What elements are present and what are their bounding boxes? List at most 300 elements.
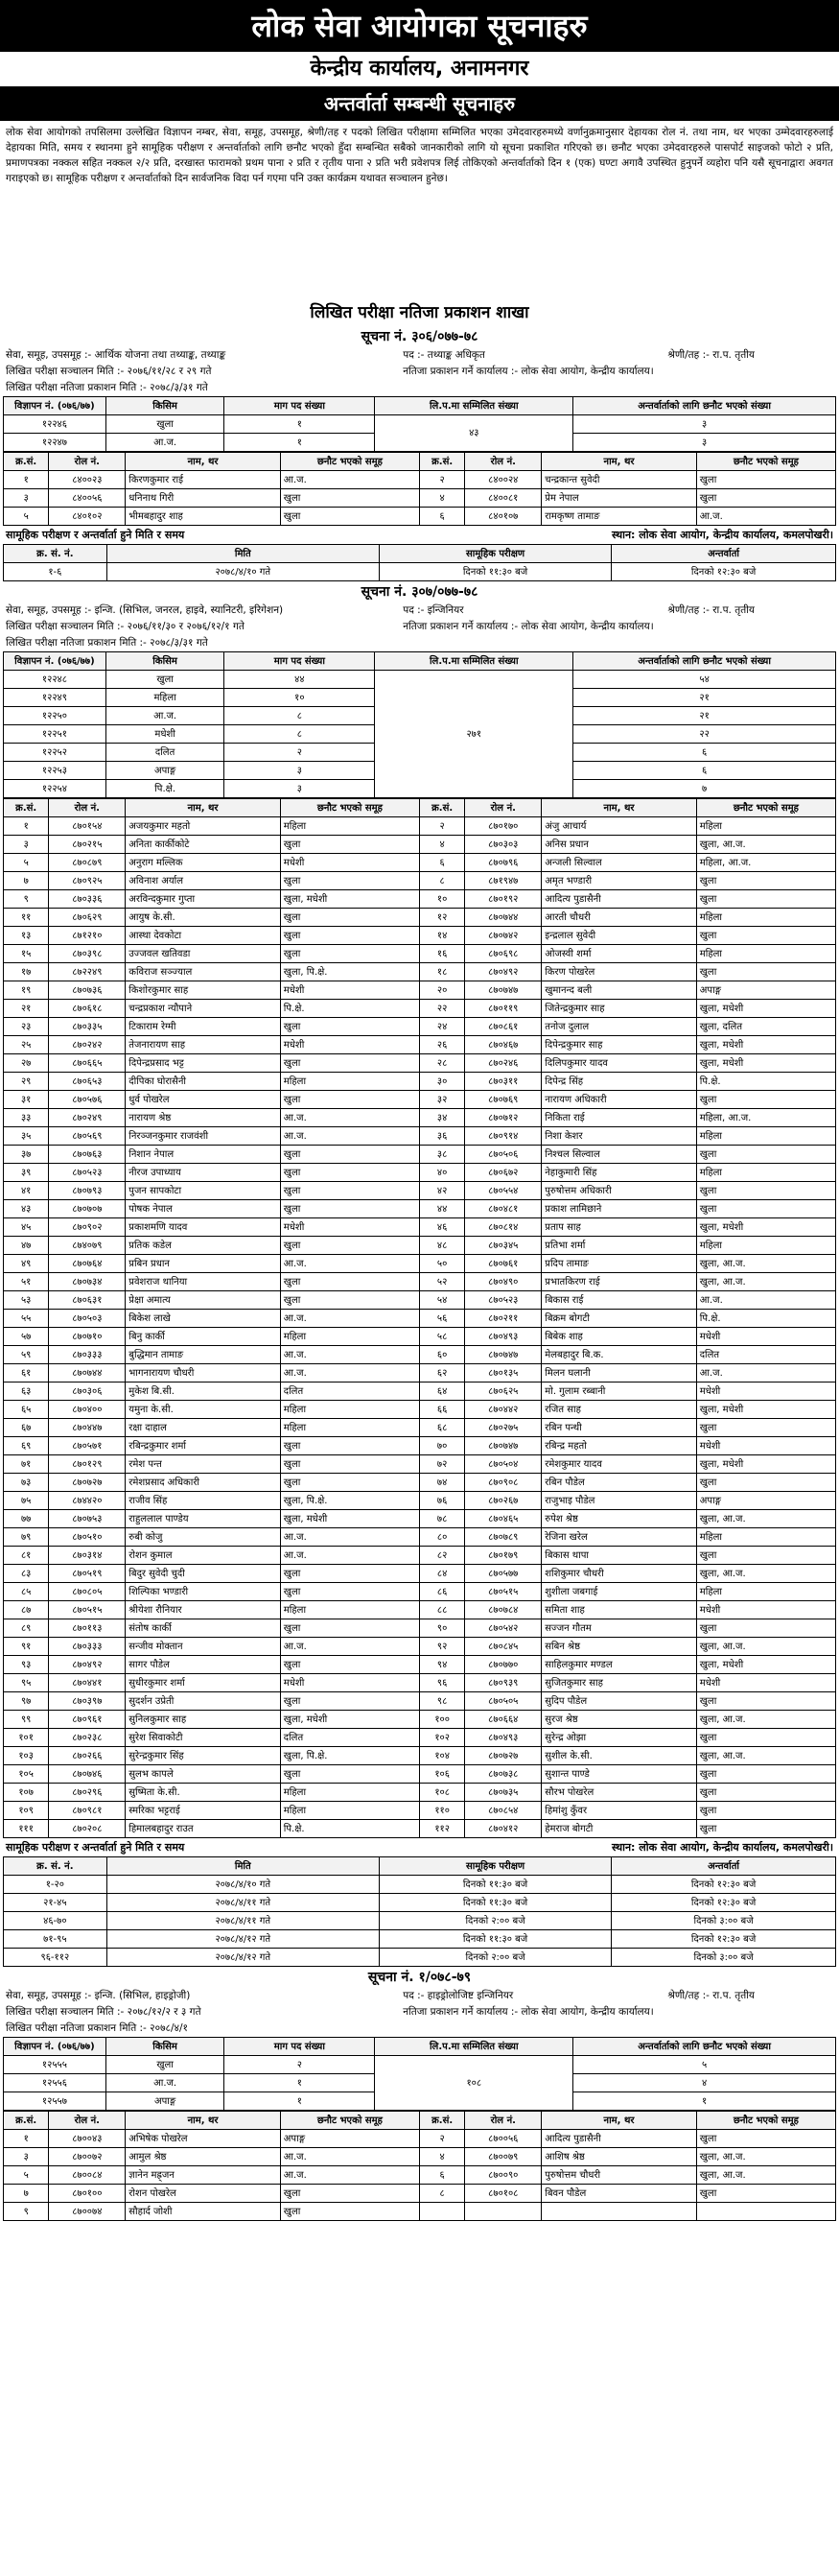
advertisement-table — [3, 651, 836, 798]
roll-number: ८७०११९ — [465, 1000, 542, 1018]
attended-count: ४३ — [375, 415, 573, 452]
table-row — [4, 1200, 836, 1218]
selected-group: खुला, आ.ज. — [696, 1565, 835, 1583]
roll-number: ८७०७९३ — [49, 1182, 126, 1200]
roll-number: ८७०१७० — [465, 817, 542, 836]
table-row — [4, 872, 836, 890]
selected-group: खुला — [280, 1237, 419, 1255]
serial-number: १९ — [4, 981, 49, 1000]
serial-number: ६५ — [4, 1401, 49, 1419]
column-header: क्र. सं. नं. — [4, 1857, 107, 1876]
table-row — [4, 1474, 836, 1492]
serial-number: ७४ — [419, 1474, 464, 1492]
selected-group: महिला, आ.ज. — [696, 854, 835, 872]
selected-group: खुला, मधेशी — [280, 1711, 419, 1729]
table-row — [4, 1146, 836, 1164]
serial-range: १-६ — [4, 563, 107, 581]
candidate-name: धनिनाथ गिरी — [126, 489, 281, 508]
selected-group: खुला — [280, 872, 419, 890]
selected-group: खुला — [280, 2185, 419, 2203]
interview-time: दिनको ३:०० बजे — [612, 1949, 836, 1967]
column-header: रोल नं. — [49, 2112, 126, 2130]
selected-group: महिला — [280, 1601, 419, 1619]
candidate-name: रुबी कोजु — [126, 1528, 281, 1547]
serial-number: ३६ — [419, 1127, 464, 1146]
serial-number: १ — [4, 817, 49, 836]
roll-number: ८७०७७० — [465, 1656, 542, 1674]
table-row — [4, 1729, 836, 1747]
roll-number: ८७०७२७ — [465, 1747, 542, 1765]
ad-number: १२२४८ — [4, 671, 106, 689]
candidate-name: निशा केशर — [542, 1127, 697, 1146]
selected-group: खुला — [280, 1291, 419, 1310]
selected-group: खुला, आ.ज. — [696, 1510, 835, 1528]
serial-number: ९ — [4, 2203, 49, 2221]
column-header: लि.प.मा सम्मिलित संख्या — [375, 397, 573, 415]
selected-group: आ.ज. — [280, 1364, 419, 1383]
candidate-name: टिकाराम रेग्मी — [126, 1018, 281, 1036]
notice-meta — [0, 603, 839, 619]
roll-number: ८७०७४६ — [49, 1765, 126, 1784]
ad-number: १२५५७ — [4, 2092, 106, 2111]
table-row — [4, 1383, 836, 1401]
selected-group: मधेशी — [696, 1674, 835, 1692]
table-row — [4, 945, 836, 963]
serial-number: ९ — [4, 890, 49, 909]
candidate-name: अनिता कार्कीकोटे — [126, 836, 281, 854]
roll-number: ८७००७९ — [465, 2148, 542, 2166]
schedule-bar — [0, 1838, 839, 1856]
schedule-row — [4, 1949, 836, 1967]
serial-number: ३८ — [419, 1146, 464, 1164]
group-test-time: दिनको ११:३० बजे — [379, 1876, 611, 1894]
roll-number: ८७०९१४ — [465, 1127, 542, 1146]
roll-number: ८४००२४ — [465, 471, 542, 489]
candidate-name: प्रबिन प्रधान — [126, 1255, 281, 1273]
selected-group: पि.क्षे. — [696, 1310, 835, 1328]
candidate-name: प्रकाशमणि यादव — [126, 1218, 281, 1237]
candidate-name: बुद्धिमान तामाङ — [126, 1346, 281, 1364]
candidate-name: प्रतिक कडेल — [126, 1237, 281, 1255]
roll-number: ८७००४३ — [49, 2130, 126, 2148]
candidate-name: आदित्य पुडासैनी — [542, 2130, 697, 2148]
candidate-name: रक्षा दाहाल — [126, 1419, 281, 1437]
selected-group: खुला, आ.ज. — [696, 836, 835, 854]
serial-number: ८५ — [4, 1583, 49, 1601]
selected-group: खुला — [280, 2203, 419, 2221]
notice-number: सूचना नं. १/०७८-७९ — [367, 1970, 472, 1985]
serial-number: ७२ — [419, 1455, 464, 1474]
selected-group: खुला, मधेशी — [696, 1054, 835, 1073]
roll-number: ८७०३१४ — [49, 1547, 126, 1565]
roll-number: ८७०२६७ — [465, 1492, 542, 1510]
selected-group: आ.ज. — [280, 1346, 419, 1364]
selected-group: महिला — [696, 945, 835, 963]
roll-number: ८७०५७१ — [49, 1437, 126, 1455]
ad-type: आ.ज. — [105, 707, 224, 725]
roll-number: ८७०५२३ — [465, 1291, 542, 1310]
serial-number: ९५ — [4, 1674, 49, 1692]
roll-number: ८७०७३५ — [465, 1784, 542, 1802]
selected-group: खुला — [280, 1656, 419, 1674]
roll-number: ८७०४०० — [49, 1401, 126, 1419]
selected-count: ५ — [573, 2056, 836, 2074]
column-header: सामूहिक परीक्षण — [379, 545, 611, 563]
selected-group: खुला — [696, 1729, 835, 1747]
column-header: नाम, थर — [542, 2112, 697, 2130]
selected-group: आ.ज. — [280, 1528, 419, 1547]
serial-number: १८ — [419, 963, 464, 981]
candidate-name: रजित साह — [542, 1401, 697, 1419]
serial-number: ५० — [419, 1255, 464, 1273]
roll-number: ८७०४४७ — [49, 1419, 126, 1437]
selected-group: खुला — [280, 1200, 419, 1218]
selected-group: खुला — [696, 1474, 835, 1492]
candidate-name: प्रतिभा शर्मा — [542, 1237, 697, 1255]
serial-number: ५ — [4, 854, 49, 872]
roll-number: ८७०७६९ — [465, 1091, 542, 1109]
selected-group: महिला — [696, 1583, 835, 1601]
table-row — [4, 1036, 836, 1054]
selected-group: खुला — [280, 1164, 419, 1182]
selected-group: खुला — [696, 1692, 835, 1711]
roll-number: ८७०७३६ — [49, 981, 126, 1000]
selected-count: ६ — [573, 762, 836, 780]
serial-number: १ — [4, 471, 49, 489]
serial-number: ३१ — [4, 1091, 49, 1109]
table-row — [4, 489, 836, 508]
selected-group: खुला, आ.ज. — [696, 1747, 835, 1765]
table-row — [4, 1291, 836, 1310]
candidate-name: अनिस प्रधान — [542, 836, 697, 854]
serial-number: २ — [419, 817, 464, 836]
table-row — [4, 1328, 836, 1346]
selected-group: खुला — [280, 489, 419, 508]
column-header: माग पद संख्या — [224, 397, 375, 415]
selected-group: मधेशी — [696, 1437, 835, 1455]
selected-group: खुला — [696, 1802, 835, 1820]
candidate-name: संतोष कार्की — [126, 1619, 281, 1638]
candidate-name: निरञ्जनकुमार राजवंशी — [126, 1127, 281, 1146]
selected-group: खुला, मधेशी — [696, 1218, 835, 1237]
interview-time: दिनको १२:३० बजे — [612, 563, 836, 581]
serial-number: ६४ — [419, 1383, 464, 1401]
roll-number: ८७०६१८ — [49, 1000, 126, 1018]
serial-number: ४२ — [419, 1182, 464, 1200]
roll-number: ८७०५१५ — [465, 1583, 542, 1601]
serial-number: ९८ — [419, 1692, 464, 1711]
selected-group — [696, 2203, 835, 2221]
column-header: छनौट भएको समूह — [280, 2112, 419, 2130]
selected-group: मधेशी — [280, 1218, 419, 1237]
column-header: नाम, थर — [126, 2112, 281, 2130]
table-row — [4, 1583, 836, 1601]
roll-number: ८७००९० — [465, 2166, 542, 2185]
selected-group: खुला, आ.ज. — [696, 2166, 835, 2185]
roll-number: ८७४४२० — [49, 1492, 126, 1510]
candidate-name: अनुराग मल्लिक — [126, 854, 281, 872]
exam-date: लिखित परीक्षा सञ्चालन मिति :- २०७६/११/२८ र २९ गते — [6, 366, 212, 377]
selected-group: खुला — [696, 927, 835, 945]
ad-row — [4, 2056, 836, 2074]
selected-group: खुला — [280, 1273, 419, 1291]
roll-number: ८७०६६४ — [465, 1711, 542, 1729]
selected-group: आ.ज. — [696, 1291, 835, 1310]
selected-group: खुला — [280, 1455, 419, 1474]
interview-time: दिनको १२:३० बजे — [612, 1930, 836, 1949]
serial-range: ९६-११२ — [4, 1949, 107, 1967]
ad-number: १२२५२ — [4, 744, 106, 762]
candidate-name: कविराज सञ्ज्याल — [126, 963, 281, 981]
schedule-table — [3, 544, 836, 581]
table-row — [4, 2130, 836, 2148]
candidate-name: प्रदिप तामाङ — [542, 1255, 697, 1273]
serial-number: ४४ — [419, 1200, 464, 1218]
post-count: ३ — [224, 780, 375, 798]
candidate-name: राहुललाल पाण्डेय — [126, 1510, 281, 1528]
selected-group: खुला — [280, 1619, 419, 1638]
column-header: क्र.सं. — [4, 799, 49, 817]
schedule-row — [4, 1912, 836, 1930]
selected-group: महिला — [280, 1784, 419, 1802]
roll-number: ८७०५१० — [49, 1528, 126, 1547]
selected-group: मधेशी — [280, 1674, 419, 1692]
serial-number: ३९ — [4, 1164, 49, 1182]
candidate-name: नारायण अधिकारी — [542, 1091, 697, 1109]
serial-number: ८३ — [4, 1565, 49, 1583]
roll-number: ८७०१७९ — [465, 1547, 542, 1565]
serial-number: १७ — [4, 963, 49, 981]
candidate-name: रेजिना खरेल — [542, 1528, 697, 1547]
candidate-name: सज्जन गौतम — [542, 1619, 697, 1638]
serial-number: ५ — [4, 2166, 49, 2185]
roll-number: ८७०३३३ — [49, 1346, 126, 1364]
table-row — [4, 963, 836, 981]
notice-n1 — [0, 326, 839, 581]
serial-number: ९९ — [4, 1711, 49, 1729]
selected-group: खुला — [696, 963, 835, 981]
candidate-name: बिदुर सुवेदी चुदी — [126, 1565, 281, 1583]
ad-number: १२२५४ — [4, 780, 106, 798]
interview-time: दिनको १२:३० बजे — [612, 1894, 836, 1912]
candidate-name: अविनाश अर्याल — [126, 872, 281, 890]
table-row — [4, 1638, 836, 1656]
roll-number: ८७०२४२ — [49, 1036, 126, 1054]
serial-number: १०७ — [4, 1784, 49, 1802]
table-row — [4, 909, 836, 927]
selected-group: पि.क्षे. — [280, 1820, 419, 1838]
selected-count: ४ — [573, 2074, 836, 2092]
roll-number: ८७०८५४ — [465, 1802, 542, 1820]
serial-number: ६६ — [419, 1401, 464, 1419]
table-row — [4, 1127, 836, 1146]
selected-count: ७ — [573, 780, 836, 798]
serial-number: ८१ — [4, 1547, 49, 1565]
roll-number: ८७१९४७ — [465, 872, 542, 890]
section-title: लिखित परीक्षा नतिजा प्रकाशन शाखा — [310, 303, 529, 322]
selected-group: अपाङ्ग — [696, 981, 835, 1000]
roll-number: ८७०६५३ — [49, 1073, 126, 1091]
candidate-name: उज्जवल खतिवडा — [126, 945, 281, 963]
serial-number: ६१ — [4, 1364, 49, 1383]
column-header: क्र.सं. — [419, 453, 464, 471]
selected-group: खुला, मधेशी — [696, 1036, 835, 1054]
selected-group: आ.ज. — [280, 2166, 419, 2185]
serial-number: २३ — [4, 1018, 49, 1036]
serial-number: ५७ — [4, 1328, 49, 1346]
roll-number: ८७०७६१ — [465, 1255, 542, 1273]
column-header: क्र.सं. — [419, 2112, 464, 2130]
serial-number: २१ — [4, 1000, 49, 1018]
serial-number: ७० — [419, 1437, 464, 1455]
column-header: अन्तर्वार्ता — [612, 1857, 836, 1876]
serial-number: ९१ — [4, 1638, 49, 1656]
roll-number: ८७०७४४ — [465, 909, 542, 927]
serial-number: ८४ — [419, 1565, 464, 1583]
column-header: किसिम — [105, 2038, 224, 2056]
candidates-table — [3, 2111, 836, 2221]
post-count: १ — [224, 2074, 375, 2092]
group-test-time: दिनको २:०० बजे — [379, 1912, 611, 1930]
selected-group: खुला — [280, 1765, 419, 1784]
ad-number: १२२५० — [4, 707, 106, 725]
candidate-name: किरण पोखरेल — [542, 963, 697, 981]
serial-number: ६ — [419, 2166, 464, 2185]
post-count: २ — [224, 744, 375, 762]
candidate-name: रबिन्द्रकुमार शर्मा — [126, 1437, 281, 1455]
roll-number: ८७०७६३ — [49, 1146, 126, 1164]
candidate-name: रमेशप्रसाद अधिकारी — [126, 1474, 281, 1492]
roll-number: ८७०४९० — [465, 1273, 542, 1291]
selected-group: खुला, आ.ज. — [696, 1255, 835, 1273]
serial-number: ४८ — [419, 1237, 464, 1255]
roll-number: ८७०५५४ — [465, 1182, 542, 1200]
candidate-name: चन्द्रप्रकाश न्यौपाने — [126, 1000, 281, 1018]
serial-number: २२ — [419, 1000, 464, 1018]
roll-number: ८७०७९६ — [465, 854, 542, 872]
column-header: छनौट भएको समूह — [280, 453, 419, 471]
serial-number: ३३ — [4, 1109, 49, 1127]
table-row — [4, 1619, 836, 1638]
roll-number: ८७०५७७ — [465, 1565, 542, 1583]
selected-count: ३ — [573, 415, 836, 434]
post-name: पद :- तथ्याङ्क अधिकृत — [403, 349, 485, 361]
schedule-date: २०७८/४/१२ गते — [106, 1930, 379, 1949]
serial-number: ४६ — [419, 1218, 464, 1237]
candidate-name: सौरभ पोखरेल — [542, 1784, 697, 1802]
serial-number: १२ — [419, 909, 464, 927]
schedule-date: २०७८/४/११ गते — [106, 1894, 379, 1912]
table-row — [4, 1419, 836, 1437]
column-header: नाम, थर — [126, 453, 281, 471]
column-header: विज्ञापन नं. (०७६/७७) — [4, 2038, 106, 2056]
column-header: सामूहिक परीक्षण — [379, 1857, 611, 1876]
selected-group: खुला, मधेशी — [280, 890, 419, 909]
selected-group: पि.क्षे. — [280, 1000, 419, 1018]
selected-group: मधेशी — [280, 981, 419, 1000]
candidate-name: किरणकुमार राई — [126, 471, 281, 489]
column-header: नाम, थर — [542, 453, 697, 471]
selected-group: खुला — [696, 1091, 835, 1109]
serial-number: १०५ — [4, 1765, 49, 1784]
ad-number: १२२५१ — [4, 725, 106, 744]
serial-number: २५ — [4, 1036, 49, 1054]
roll-number: ८७०७८९ — [465, 1528, 542, 1547]
selected-group: महिला — [696, 1164, 835, 1182]
candidates-table — [3, 798, 836, 1838]
roll-number: ८७०४९२ — [465, 963, 542, 981]
candidate-name: शुशीला जबगाई — [542, 1583, 697, 1601]
schedule-row — [4, 563, 836, 581]
roll-number: ८७०४६७ — [465, 1036, 542, 1054]
serial-number: ४० — [419, 1164, 464, 1182]
selected-group: महिला — [280, 1073, 419, 1091]
serial-number: ७५ — [4, 1492, 49, 1510]
serial-range: ७१-९५ — [4, 1930, 107, 1949]
serial-number: ९० — [419, 1619, 464, 1638]
column-header: छनौट भएको समूह — [696, 2112, 835, 2130]
candidate-name: मो. गुलाम रब्बानी — [542, 1383, 697, 1401]
serial-number: ४ — [419, 489, 464, 508]
candidate-name: सुदिप पौडेल — [542, 1692, 697, 1711]
roll-number: ८७०५६९ — [49, 1127, 126, 1146]
serial-number: ८० — [419, 1528, 464, 1547]
roll-number: ८७०५२३ — [49, 1164, 126, 1182]
roll-number: ८७०२११ — [465, 1310, 542, 1328]
roll-number: ८४००८१ — [465, 489, 542, 508]
candidate-name: नेहाकुमारी सिंह — [542, 1164, 697, 1182]
selected-group: आ.ज. — [280, 1127, 419, 1146]
selected-group: आ.ज. — [696, 1364, 835, 1383]
notice-number: सूचना नं. ३०७/०७७-७८ — [361, 584, 478, 600]
selected-group: खुला — [280, 1565, 419, 1583]
selected-group: खुला — [696, 872, 835, 890]
selected-group: खुला, आ.ज. — [696, 1711, 835, 1729]
candidate-name: सुशील के.सी. — [542, 1747, 697, 1765]
column-header: लि.प.मा सम्मिलित संख्या — [375, 652, 573, 671]
post-count: २ — [224, 2056, 375, 2074]
roll-number: ८७०७३४ — [49, 1273, 126, 1291]
candidate-name: भीमबहादुर शाह — [126, 508, 281, 526]
candidate-name: मुकेश बि.सी. — [126, 1383, 281, 1401]
roll-number: ८७०२६६ — [49, 1747, 126, 1765]
candidate-name: पोषक नेपाल — [126, 1200, 281, 1218]
column-header: नाम, थर — [126, 799, 281, 817]
selected-count: २२ — [573, 725, 836, 744]
serial-number: ८ — [419, 872, 464, 890]
candidate-name: प्रकाश लामिछाने — [542, 1200, 697, 1218]
schedule-label: सामूहिक परीक्षण र अन्तर्वार्ता हुने मिति र समय — [6, 1841, 185, 1854]
table-row — [4, 1346, 836, 1364]
roll-number: ८७०२४९ — [49, 1109, 126, 1127]
serial-number: ६८ — [419, 1419, 464, 1437]
interview-time: दिनको १२:३० बजे — [612, 1876, 836, 1894]
roll-number: ८७०६२९ — [49, 909, 126, 927]
selected-count: ३ — [573, 434, 836, 452]
place-info: स्थान: लोक सेवा आयोग, केन्द्रीय कार्यालय, कमलपोखरी। — [612, 1841, 833, 1854]
selected-group: खुला — [696, 1619, 835, 1638]
selected-group: मधेशी — [280, 1036, 419, 1054]
ad-type: महिला — [105, 689, 224, 707]
publishing-office: नतिजा प्रकाशन गर्ने कार्यालय :- लोक सेवा आयोग, केन्द्रीय कार्यालय। — [403, 2006, 654, 2018]
serial-number: ३ — [4, 2148, 49, 2166]
post-count: १ — [224, 2092, 375, 2111]
roll-number: ८७०७३८ — [465, 1765, 542, 1784]
serial-number: १०८ — [419, 1784, 464, 1802]
ad-type: अपाङ्ग — [105, 2092, 224, 2111]
serial-number: ११० — [419, 1802, 464, 1820]
table-row — [4, 2203, 836, 2221]
